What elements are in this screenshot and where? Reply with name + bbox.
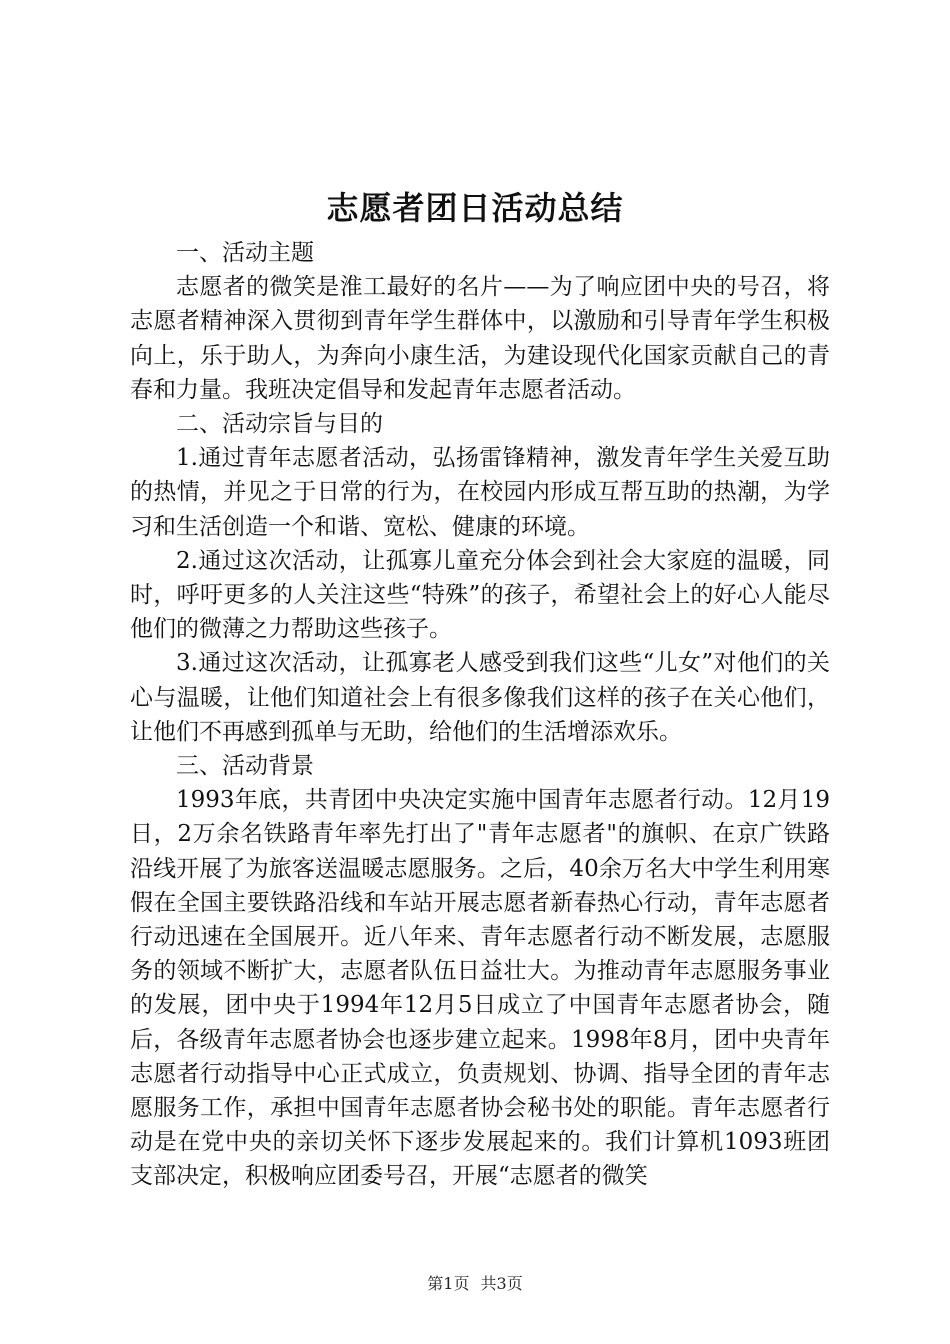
body-paragraph: 1993年底，共青团中央决定实施中国青年志愿者行动。12月19日，2万余名铁路青年率先打出了"青年志愿者"的旗帜、在京广铁路沿线开展了为旅客送温暖志愿服务。之后，40余万名大中学生利用寒假在全国主要铁路沿线和车站开展志愿者新春热心行动，青年志愿者行动迅速在全国展开。近八年来、青年志愿者行动不断发展，志愿服务的领域不断扩大，志愿者队伍日益壮大。为推动青年志愿服务事业的发展，团中央于1994年12月5日成立了中国青年志愿者协会，随后，各级青年志愿者协会也逐步建立起来。1998年8月，团中央青年志愿者行动指导中心正式成立，负责规划、协调、指导全团的青年志愿服务工作，承担中国青年志愿者协会秘书处的职能。青年志愿者行动是在党中央的亲切关怀下逐步发展起来的。我们计算机1093班团支部决定，积极响应团委号召，开展“志愿者的微笑 (130, 787, 830, 1190)
page-footer (0, 1273, 950, 1295)
page-total: 共3页 (480, 1274, 523, 1293)
document-title: 志愿者团日活动总结 (326, 189, 624, 227)
body-paragraph: 2.通过这次活动，让孤寡儿童充分体会到社会大家庭的温暖，同时，呼吁更多的人关注这些“特殊”的孩子，希望社会上的好心人能尽他们的微薄之力帮助这些孩子。 (130, 547, 830, 643)
section-heading: 三、活动背景 (176, 753, 314, 780)
body-paragraph: 1.通过青年志愿者活动，弘扬雷锋精神，激发青年学生关爱互助的热情，并见之于日常的行为，在校园内形成互帮互助的热潮，为学习和生活创造一个和谐、宽松、健康的环境。 (130, 445, 830, 540)
body-paragraph: 3.通过这次活动，让孤寡老人感受到我们这些“儿女”对他们的关心与温暖，让他们知道社会上有很多像我们这样的孩子在关心他们，让他们不再感到孤单与无助，给他们的生活增添欢乐。 (130, 650, 830, 745)
section-heading: 二、活动宗旨与目的 (176, 411, 383, 438)
page-number: 第1页 (427, 1274, 470, 1293)
body-paragraph: 志愿者的微笑是淮工最好的名片——为了响应团中央的号召，将志愿者精神深入贯彻到青年学生群体中，以激励和引导青年学生积极向上，乐于助人，为奔向小康生活，为建设现代化国家贡献自己的青春和力量。我班决定倡导和发起青年志愿者活动。 (130, 274, 830, 403)
document-body (130, 236, 830, 1194)
section-heading: 一、活动主题 (176, 240, 314, 266)
